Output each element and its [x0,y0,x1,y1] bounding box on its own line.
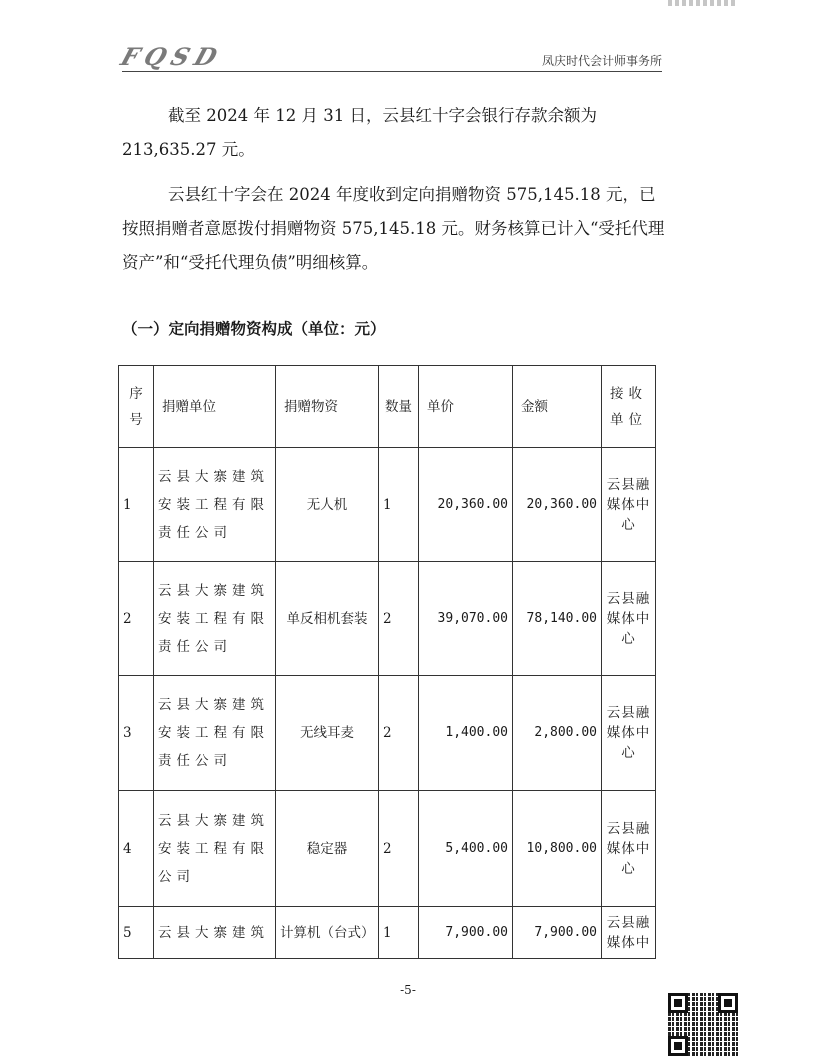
cell-recipient: 云县融媒体中 [602,907,656,959]
cell-recipient: 云县融媒体中心 [602,562,656,676]
table-row [119,448,656,562]
page-number: -5- [400,983,416,997]
cell-unit: 云县大寨建筑安装工程有限责任公司 [154,448,276,562]
cell-recipient: 云县融媒体中心 [602,448,656,562]
cell-qty: 1 [379,907,419,959]
cell-item: 无线耳麦 [276,676,379,791]
page-header [117,40,662,72]
cell-price: 39,070.00 [419,562,513,676]
cell-qty: 1 [379,448,419,562]
cell-no: 3 [119,676,154,791]
cell-qty: 2 [379,676,419,791]
cell-recipient: 云县融媒体中心 [602,791,656,907]
cell-no: 2 [119,562,154,676]
table-row [119,907,656,959]
cell-unit: 云县大寨建筑安装工程有限责任公司 [154,562,276,676]
cell-price: 7,900.00 [419,907,513,959]
cell-item: 单反相机套装 [276,562,379,676]
cell-no: 1 [119,448,154,562]
cell-qty: 2 [379,562,419,676]
cell-amount: 20,360.00 [513,448,602,562]
cell-price: 20,360.00 [419,448,513,562]
firm-name: 凤庆时代会计师事务所 [541,54,662,68]
donation-table [118,365,656,959]
qr-code-icon [668,993,738,1056]
cell-price: 1,400.00 [419,676,513,791]
cell-amount: 2,800.00 [513,676,602,791]
cell-amount: 7,900.00 [513,907,602,959]
header-qty: 数量 [379,366,419,448]
table-row [119,676,656,791]
firm-logo: FQSD [117,42,227,71]
cell-item: 计算机（台式） [276,907,379,959]
cell-no: 5 [119,907,154,959]
cell-qty: 2 [379,791,419,907]
cell-price: 5,400.00 [419,791,513,907]
cell-unit: 云县大寨建筑安装工程有限责任公司 [154,676,276,791]
scan-artifact [668,0,738,6]
cell-amount: 10,800.00 [513,791,602,907]
cell-no: 4 [119,791,154,907]
header-unit: 捐赠单位 [154,366,276,448]
header-divider [122,71,662,72]
cell-amount: 78,140.00 [513,562,602,676]
header-price: 单价 [419,366,513,448]
header-recipient: 接收单位 [602,366,656,448]
header-item: 捐赠物资 [276,366,379,448]
paragraph-bank-balance [122,99,667,167]
cell-item: 无人机 [276,448,379,562]
paragraph-directed-donations-text: 云县红十字会在 2024 年度收到定向捐赠物资 575,145.18 元，已按照捐赠者意愿拨付捐赠物资 575,145.18 元。财务核算已计入“受托代理资产”和“受托代理负债”明细核算。 [122,185,665,272]
header-amount: 金额 [513,366,602,448]
cell-item: 稳定器 [276,791,379,907]
cell-recipient: 云县融媒体中心 [602,676,656,791]
qr-finder-icon [718,993,738,1013]
table-header-row [119,366,656,448]
cell-unit: 云县大寨建筑安装工程有限公司 [154,791,276,907]
paragraph-bank-balance-text: 截至 2024 年 12 月 31 日，云县红十字会银行存款余额为 213,635.27 元。 [122,106,597,159]
cell-unit: 云县大寨建筑 [154,907,276,959]
header-no: 序号 [119,366,154,448]
table-row [119,791,656,907]
qr-finder-icon [668,1036,688,1056]
table-row [119,562,656,676]
paragraph-directed-donations [122,178,667,280]
section-title: （一）定向捐赠物资构成（单位：元） [122,320,386,338]
qr-finder-icon [668,993,688,1013]
